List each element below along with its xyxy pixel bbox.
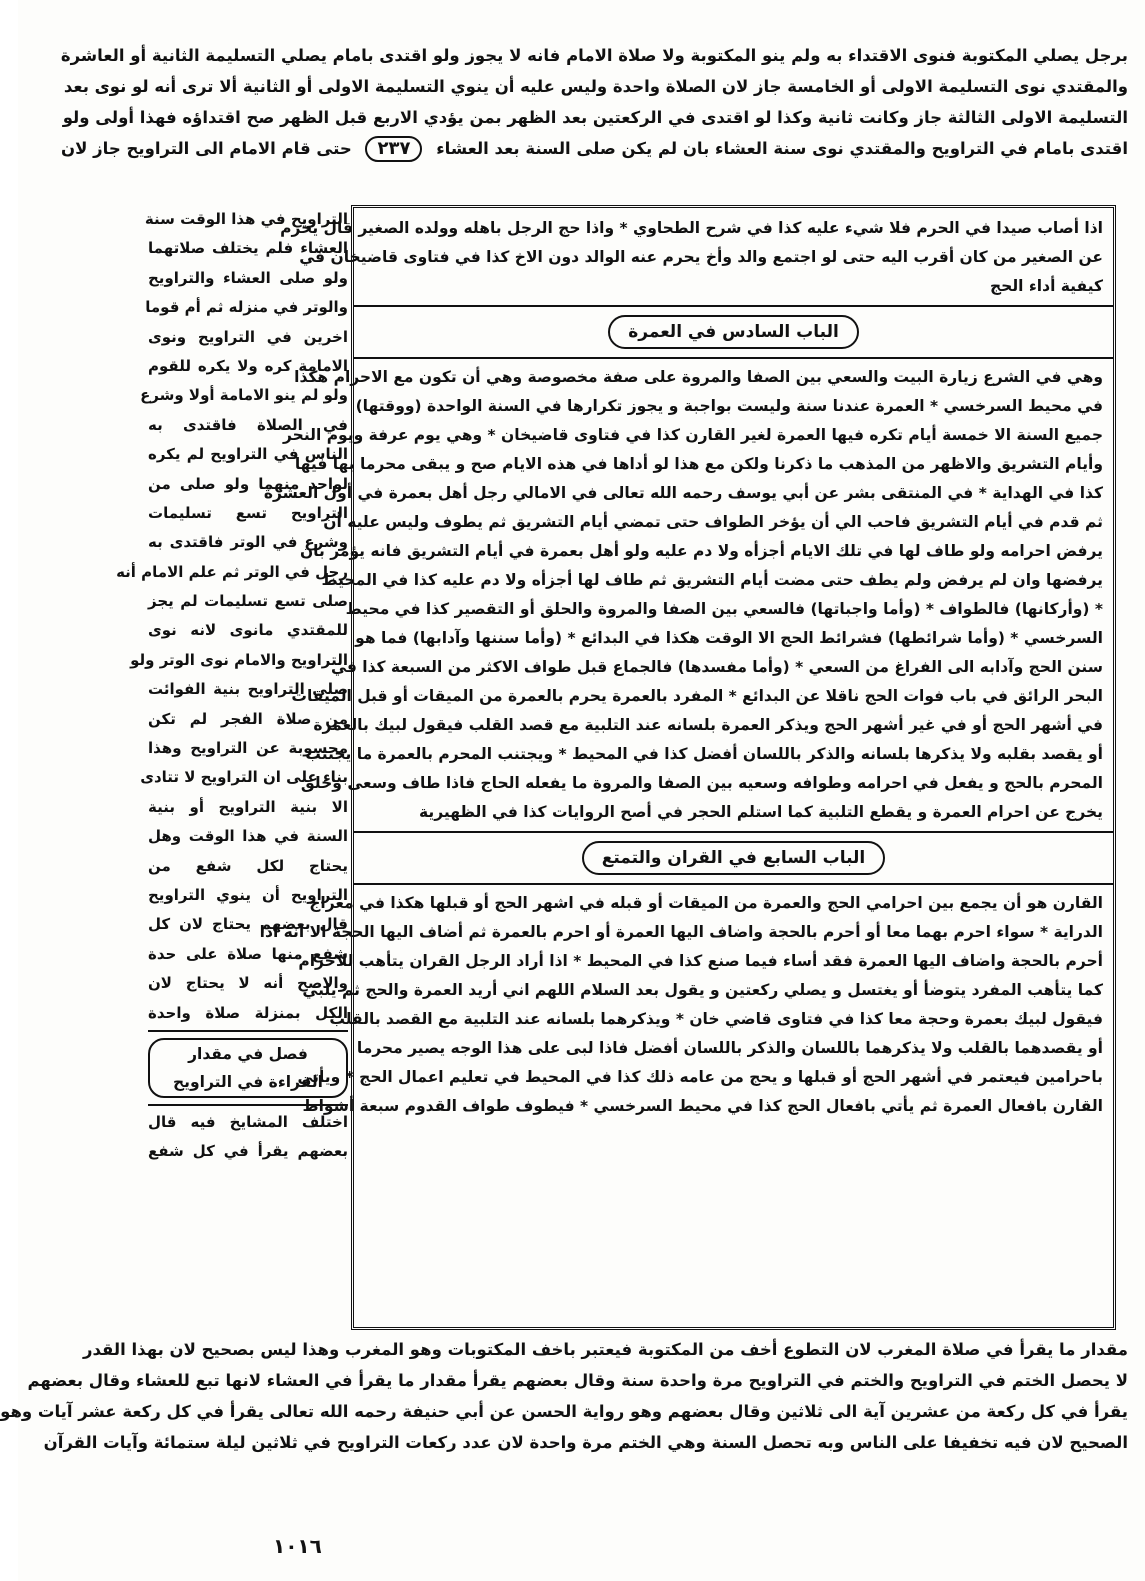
margin-line: الامامة كره ولا يكره للقوم [148,356,348,375]
main-line: ثم قدم في أيام التشريق فاحب الي أن يؤخر الطواف حتى تمضي أيام التشريق ثم يطوف وليس عليه أن [323,513,1103,531]
margin-line: التراويح في هذا الوقت سنة [144,210,348,228]
margin-divider [148,1030,348,1032]
main-line: أو يقصدهما بالقلب ولا يذكرهما باللسان والذكر باللسان أفضل فاذا لبى على هذا الوجه يصير محرما [356,1039,1103,1057]
margin-line: اختلف المشايخ فيه قال [148,1112,348,1131]
chapter-heading-label: الباب السابع في القران والتمتع [582,841,886,875]
margin-line: بعضهم يقرأ في كل شفع [148,1142,348,1161]
margin-line: شفع منها صلاة على حدة [148,944,348,963]
main-line: الدراية * سواء احرم بهما معا أو أحرم بالحجة واضاف اليها العمرة أو احرم بالعمرة ثم أضاف اليها الحجة الا انه اذا [259,923,1103,941]
main-line: وأيام التشريق والاظهر من المذهب ما ذكرنا ولكن مع هذا لو أداها في هذه الايام صح و يبقى محرما بها فيها [294,455,1103,473]
main-line: يخرج عن احرام العمرة و يقطع التلبية كما استلم الحجر في أصح الروايات كذا في الظهيرية [419,803,1103,821]
main-line: المحرم بالحج و يفعل في احرامه وطوافه وسعيه بين الصفا والمروة ما يفعله الحاج فاذا طاف وسعى وحلق [300,774,1103,792]
margin-line: يحتاج لكل شفع من [148,856,348,875]
main-text-box [259,205,1116,1330]
folio-number: ١٠١٦ [273,1534,322,1558]
main-line: كما يتأهب المفرد يتوضأ أو يغتسل و يصلي ركعتين و يقول بعد السلام اللهم اني أريد العمرة والحج ثم يلبي [302,981,1103,999]
margin-line: ولو صلى العشاء والتراويح [148,268,348,287]
margin-line: الناس في التراويح لم يكره [148,445,348,464]
top-line-text: اقتدى بامام في التراويح والمقتدي نوى سنة العشاء بان لم يكن صلى السنة بعد العشاء [436,139,1128,158]
margin-line: للمقتدي مانوى لانه نوى [148,621,348,640]
main-line: باحرامين فيعتمر في أشهر الحج أو قبلها و يحج من عامه ذلك كذا في المحيط في تعليم اعمال الحج * ويأتي [297,1068,1103,1086]
margin-commentary [116,205,348,1167]
margin-line: لواحد منهما ولو صلى من [148,474,348,493]
main-line: جميع السنة الا خمسة أيام تكره فيها العمرة لغير القارن كذا في فتاوى قاضيخان * وهي يوم عرفة ويوم النحر [283,426,1103,444]
margin-line: صلى التراويح بنية الفوائت [148,680,348,699]
main-line: عن الصغير من كان أقرب اليه حتى لو اجتمع والد وأخ يحرم عنه الوالد دون الاخ كذا في فتاوى قاضيخان في [299,248,1103,266]
margin-line: من صلاة الفجر لم تكن [148,709,348,728]
margin-line: التراويح تسع تسليمات [148,503,348,522]
main-line: يرفض احرامه ولو طاف لها في تلك الايام أجزأه ولا دم عليه ولو أهل بعمرة في أيام التشريق فانه يؤمر بان [299,542,1103,560]
margin-line: رجل في الوتر ثم علم الامام أنه [116,562,348,581]
margin-line: الكل بمنزلة صلاة واحدة [148,1003,348,1022]
main-line: البحر الرائق في باب فوات الحج ناقلا عن البدائع * المفرد بالعمرة يحرم بالعمرة من الميقات أو قبل الميقات [291,687,1103,705]
chapter-heading-umrah [354,305,1113,359]
margin-line: اخرين في التراويح ونوى [148,327,348,346]
margin-line: في الصلاة فاقتدى به [148,415,348,434]
bottom-running-text [0,1334,1128,1458]
margin-section-heading [148,1034,348,1102]
chapter-heading-qiran-tamattu [354,831,1113,885]
margin-line: التراويح والامام نوى الوتر ولو [130,650,348,669]
main-line: وهي في الشرع زيارة البيت والسعي بين الصفا والمروة على صفة مخصوصة وهي أن تكون مع الاحرام هكذا [294,368,1103,386]
top-line: والمقتدي نوى التسليمة الاولى أو الخامسة جاز لان الصلاة واحدة وليس عليه أن ينوي التسليمة الاولى أو الثانية ألا ترى أنه لو نوى بعد [63,77,1128,96]
margin-line: وشرع في الوتر فاقتدى به [148,533,348,552]
margin-line: بناء على ان التراويح لا تتادى [140,768,348,787]
top-line: برجل يصلي المكتوبة فنوى الاقتداء به ولم ينو المكتوبة ولا صلاة الامام فانه لا يجوز ولو اقتدى بامام يصلي التسليمة الثانية أو العاشرة [60,46,1128,65]
margin-line: الا بنية التراويح أو بنية [148,797,348,816]
margin-line: صلى تسع تسليمات لم يجز [148,592,348,611]
main-line: السرخسي * (وأما شرائطها) فشرائط الحج الا الوقت هكذا في البدائع * (وأما سننها وآدابها) فما هو [355,629,1103,647]
bottom-line: لا يحصل الختم في التراويح والختم في التراويح مرة واحدة سنة وقال بعضهم يقرأ مقدار ما يقرأ في العشاء لانها تبع للعشاء وقال بعضهم [27,1371,1128,1390]
main-line: * (وأركانها) فالطواف * (وأما واجباتها) فالسعي بين الصفا والمروة والحلق أو التقصير كذا في محيط [345,600,1103,618]
top-line: التسليمة الاولى الثالثة جاز وكانت ثانية وكذا لو اقتدى في الركعتين بعد الظهر بمن يؤدي الاربع قبل الظهر صح اقتداؤه فهذا أولى ولو [62,108,1128,127]
margin-line: محسوبة عن التراويح وهذا [148,739,348,758]
page-number: ٢٣٧ [365,136,422,162]
main-line: القارن هو أن يجمع بين احرامي الحج والعمرة من الميقات أو قبله في اشهر الحج أو قبلها هكذا في معراج [309,894,1103,912]
main-line: القارن بافعال العمرة ثم يأتي بافعال الحج كذا في محيط السرخسي * فيطوف طواف القدوم سبعة أشواط [302,1097,1103,1115]
main-line: سنن الحج وآدابه الى الفراغ من السعي * (وأما مفسدها) فالجماع قبل طواف الاكثر من السبعة كذا في [331,658,1103,676]
top-running-text [60,40,1128,164]
margin-line: والاصح أنه لا يحتاج لان [148,974,348,993]
margin-line: العشاء فلم يختلف صلاتهما [148,239,348,258]
main-line: كذا في الهداية * في المنتقى بشر عن أبي يوسف رحمه الله تعالى في الامالي رجل أهل بعمرة في أول العشرة [263,484,1103,502]
top-line-text: حتى قام الامام الى التراويح جاز لان [61,139,352,158]
margin-line: قال بعضهم يحتاج لان كل [148,915,348,934]
top-line-with-page-number [61,133,1128,164]
margin-heading-label: فصل في مقدار القراءة في التراويح [148,1038,348,1098]
main-line: في أشهر الحج أو في غير أشهر الحج ويذكر العمرة بلسانه عند التلبية مع قصد القلب فيقول لبيك بالعمرة [313,716,1103,734]
margin-divider [148,1104,348,1106]
main-line: فيقول لبيك بعمرة وحجة معا كذا في فتاوى قاضي خان * ويذكرهما بلسانه عند التلبية مع القصد بالقلب [329,1010,1103,1028]
bottom-line: مقدار ما يقرأ في صلاة المغرب لان التطوع أخف من المكتوبة فيعتبر باخف المكتوبات وهو المغرب وهذا ليس بصحيح لان بهذا القدر [83,1340,1128,1359]
main-line: أحرم بالحجة واضاف اليها العمرة فقد أساء فيما صنع كذا في المحيط * اذا أراد الرجل القران يتأهب للاحرام [298,952,1103,970]
margin-line: ولو لم ينو الامامة أولا وشرع [140,386,348,405]
margin-line: السنة في هذا الوقت وهل [148,827,348,846]
main-line: يرفضها وان لم يرفض ولم يطف حتى مضت أيام التشريق ثم طاف لها أجزأه ولا دم عليه كذا في المحيط [321,571,1103,589]
chapter-heading-label: الباب السادس في العمرة [608,315,859,349]
main-line: اذا أصاب صيدا في الحرم فلا شيء عليه كذا في شرح الطحاوي * واذا حج الرجل باهله وولده الصغير قال يحرم [280,219,1103,237]
main-line: أو يقصد بقلبه ولا يذكرها بلسانه والذكر باللسان أفضل كذا في المحيط * ويجتنب المحرم بالعمرة ما يجتنب [305,745,1103,763]
main-line: في محيط السرخسي * العمرة عندنا سنة وليست بواجبة و يجوز تكرارها في السنة الواحدة (ووقتها) [355,397,1103,415]
margin-line: والوتر في منزله ثم أم قوما [145,298,348,317]
margin-line: التراويح أن ينوي التراويح [148,885,348,904]
bottom-line: يقرأ في كل ركعة من عشرين آية الى ثلاثين وقال بعضهم وهو رواية الحسن عن أبي حنيفة رحمه الله تعالى يقرأ في كل ركعة عشر آيات وهو [0,1402,1128,1421]
main-line: كيفية أداء الحج [990,277,1103,295]
bottom-line: الصحيح لان فيه تخفيفا على الناس وبه تحصل السنة وهي الختم مرة واحدة لان عدد ركعات التراويح في ثلاثين ليلة ستمائة وآيات القرآن [43,1433,1128,1452]
